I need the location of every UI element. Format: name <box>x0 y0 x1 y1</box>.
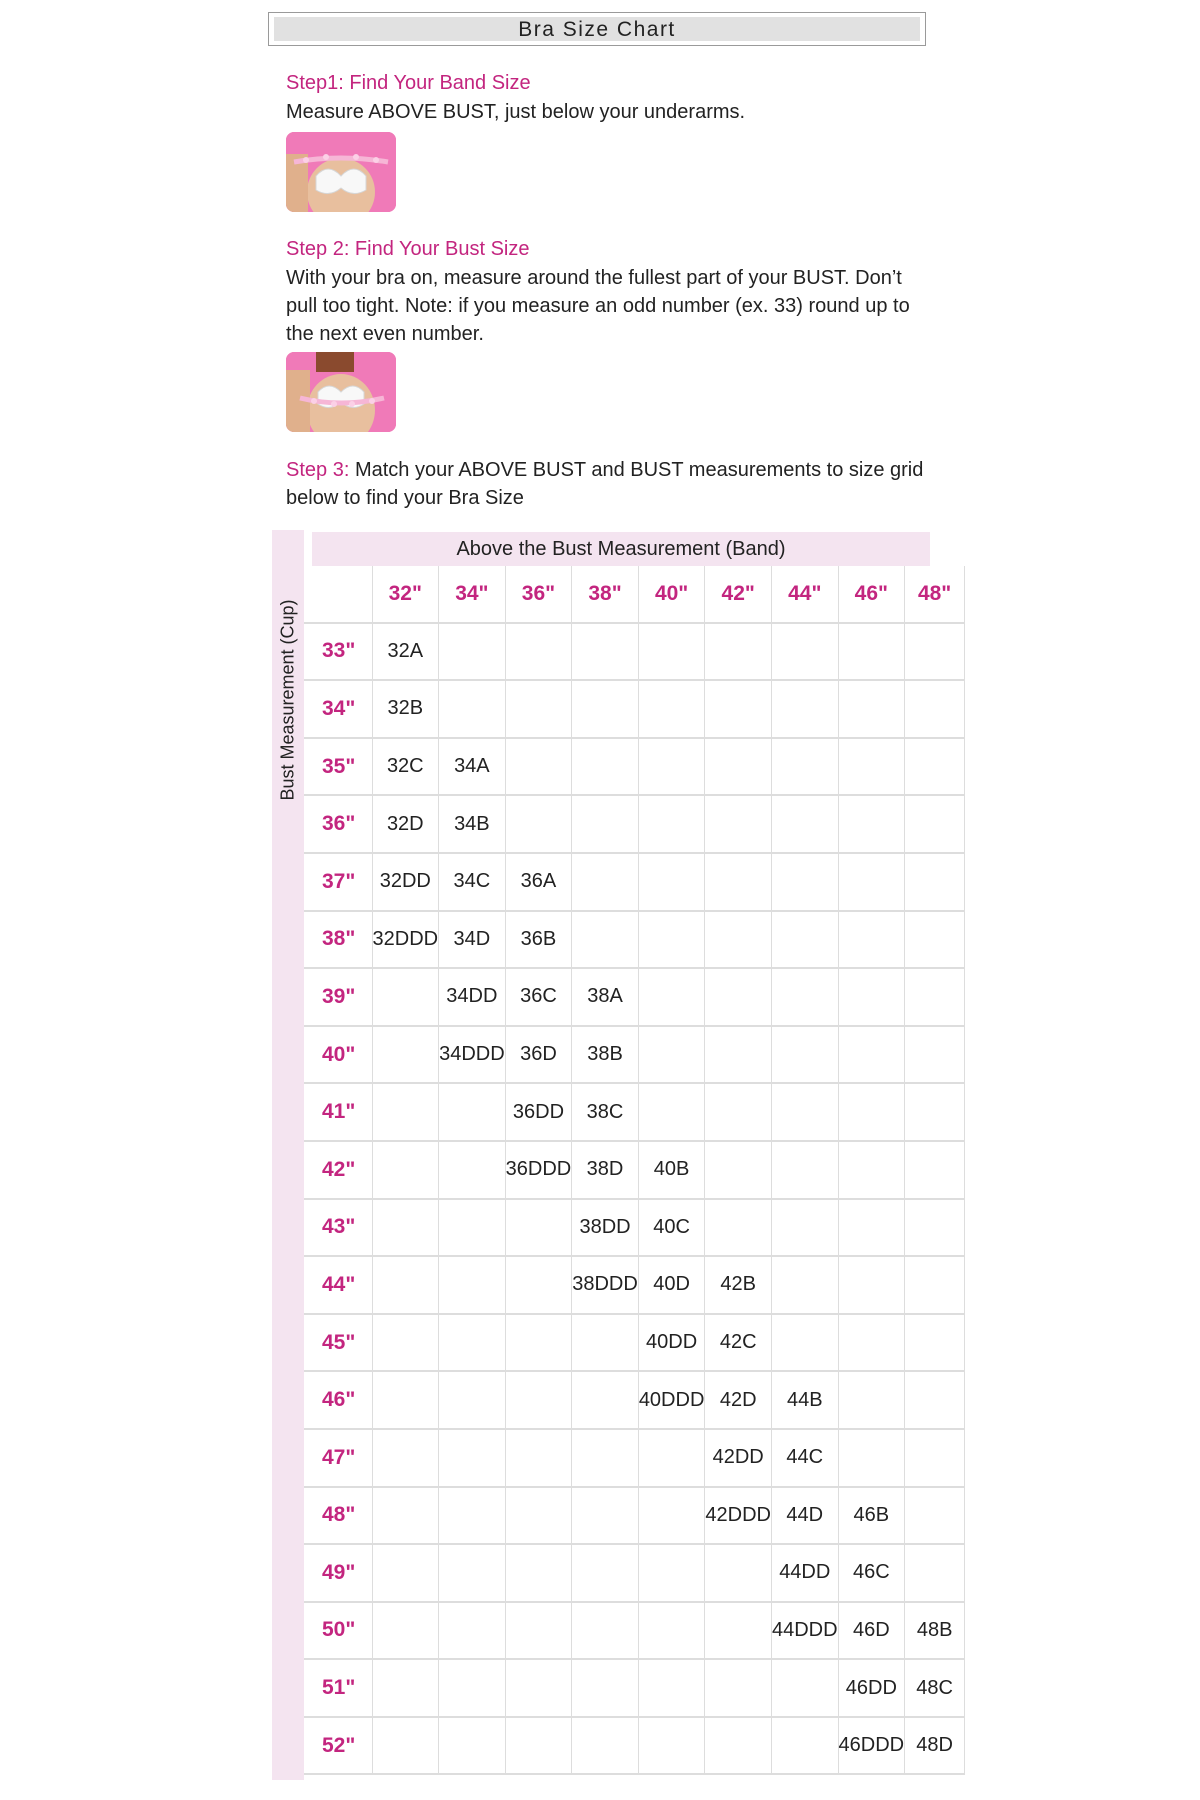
size-cell <box>905 911 965 969</box>
size-cell <box>572 623 639 681</box>
bust-measurement-label: 44" <box>304 1256 372 1314</box>
size-cell: 48C <box>905 1659 965 1717</box>
size-cell: 46B <box>838 1487 905 1545</box>
size-cell: 42DDD <box>705 1487 772 1545</box>
size-cell <box>505 1199 572 1257</box>
size-cell <box>838 1141 905 1199</box>
size-cell <box>372 1544 439 1602</box>
bust-measurement-label: 48" <box>304 1487 372 1545</box>
size-cell <box>905 738 965 796</box>
band-header: 32" <box>372 566 439 623</box>
size-cell: 46D <box>838 1602 905 1660</box>
size-cell <box>771 911 838 969</box>
size-cell: 36A <box>505 853 572 911</box>
size-cell <box>905 1083 965 1141</box>
size-cell <box>771 1256 838 1314</box>
size-cell <box>705 623 772 681</box>
size-cell <box>771 738 838 796</box>
size-cell: 38A <box>572 968 639 1026</box>
size-cell: 38DD <box>572 1199 639 1257</box>
size-cell <box>838 1314 905 1372</box>
size-cell <box>638 911 705 969</box>
size-cell: 42D <box>705 1371 772 1429</box>
step3-heading: Step 3: <box>286 459 350 481</box>
bust-measurement-label: 43" <box>304 1199 372 1257</box>
table-row <box>304 795 965 853</box>
size-cell <box>705 1544 772 1602</box>
size-cell <box>705 795 772 853</box>
size-cell: 46DD <box>838 1659 905 1717</box>
size-cell <box>372 1256 439 1314</box>
size-cell <box>572 1487 639 1545</box>
step1-heading: Step1: Find Your Band Size <box>286 72 531 94</box>
size-cell <box>905 968 965 1026</box>
size-cell: 34C <box>439 853 506 911</box>
size-cell <box>572 1371 639 1429</box>
step2-text: With your bra on, measure around the fullest part of your BUST. Don’t pull too tight. Note: if you measure an odd number (ex. 33) round up to the next even number. <box>286 267 910 345</box>
size-cell <box>638 680 705 738</box>
band-header-row <box>304 566 965 623</box>
table-row <box>304 1141 965 1199</box>
bust-measurement-label: 39" <box>304 968 372 1026</box>
size-cell: 34A <box>439 738 506 796</box>
size-cell <box>439 1659 506 1717</box>
size-cell: 42C <box>705 1314 772 1372</box>
size-cell <box>838 968 905 1026</box>
size-cell: 42B <box>705 1256 772 1314</box>
size-cell <box>638 1717 705 1775</box>
table-row <box>304 1314 965 1372</box>
bust-measurement-label: 34" <box>304 680 372 738</box>
size-cell <box>771 968 838 1026</box>
size-cell <box>905 623 965 681</box>
size-cell <box>771 1659 838 1717</box>
size-cell <box>572 738 639 796</box>
size-cell <box>372 1026 439 1084</box>
band-header: 44" <box>771 566 838 623</box>
size-cell <box>372 1314 439 1372</box>
step3-block <box>286 456 926 512</box>
size-cell <box>439 1371 506 1429</box>
size-cell: 44B <box>771 1371 838 1429</box>
size-cell <box>439 680 506 738</box>
size-cell <box>638 795 705 853</box>
size-cell <box>638 1487 705 1545</box>
size-cell: 46C <box>838 1544 905 1602</box>
size-cell <box>439 1256 506 1314</box>
size-cell <box>771 1141 838 1199</box>
bust-measurement-label: 46" <box>304 1371 372 1429</box>
size-cell <box>838 1429 905 1487</box>
size-cell: 38DDD <box>572 1256 639 1314</box>
size-cell: 36DD <box>505 1083 572 1141</box>
title-box <box>268 12 926 46</box>
size-cell <box>572 795 639 853</box>
size-cell <box>505 680 572 738</box>
size-cell: 38D <box>572 1141 639 1199</box>
size-cell <box>638 853 705 911</box>
size-cell <box>705 1083 772 1141</box>
bust-measurement-label: 38" <box>304 911 372 969</box>
size-cell <box>505 1429 572 1487</box>
band-header: 40" <box>638 566 705 623</box>
size-cell <box>838 1199 905 1257</box>
band-header: 38" <box>572 566 639 623</box>
table-row <box>304 738 965 796</box>
size-cell <box>705 911 772 969</box>
table-row <box>304 911 965 969</box>
size-cell <box>505 1659 572 1717</box>
size-cell: 34D <box>439 911 506 969</box>
table-row <box>304 1199 965 1257</box>
bust-measurement-label: 35" <box>304 738 372 796</box>
step2-photo <box>286 352 396 432</box>
band-header: 36" <box>505 566 572 623</box>
size-cell <box>505 795 572 853</box>
size-cell: 38B <box>572 1026 639 1084</box>
bust-measurement-label: 52" <box>304 1717 372 1775</box>
size-cell <box>439 1083 506 1141</box>
size-cell <box>905 1256 965 1314</box>
size-cell <box>705 1199 772 1257</box>
size-cell <box>638 1429 705 1487</box>
size-cell <box>905 1026 965 1084</box>
size-cell <box>705 680 772 738</box>
size-cell <box>572 680 639 738</box>
size-cell <box>505 1314 572 1372</box>
size-cell <box>638 1083 705 1141</box>
table-row <box>304 1602 965 1660</box>
size-cell <box>705 1026 772 1084</box>
size-cell <box>572 911 639 969</box>
table-row <box>304 1487 965 1545</box>
size-cell <box>439 1602 506 1660</box>
bust-measurement-label: 50" <box>304 1602 372 1660</box>
size-cell: 48D <box>905 1717 965 1775</box>
size-cell <box>372 1429 439 1487</box>
size-cell <box>705 1602 772 1660</box>
size-cell <box>372 1083 439 1141</box>
bust-measurement-label: 33" <box>304 623 372 681</box>
size-cell <box>771 1314 838 1372</box>
table-row <box>304 968 965 1026</box>
size-cell: 32A <box>372 623 439 681</box>
band-header: 46" <box>838 566 905 623</box>
size-cell: 44DDD <box>771 1602 838 1660</box>
size-cell <box>771 1717 838 1775</box>
size-cell <box>838 1026 905 1084</box>
band-header: 48" <box>905 566 965 623</box>
size-cell <box>905 1371 965 1429</box>
bust-measurement-label: 42" <box>304 1141 372 1199</box>
size-cell: 36B <box>505 911 572 969</box>
size-cell <box>838 1256 905 1314</box>
size-cell: 46DDD <box>838 1717 905 1775</box>
size-cell <box>705 853 772 911</box>
size-cell <box>705 1659 772 1717</box>
size-cell <box>838 1371 905 1429</box>
table-row <box>304 623 965 681</box>
size-cell <box>439 1544 506 1602</box>
size-cell: 44DD <box>771 1544 838 1602</box>
size-cell <box>905 1544 965 1602</box>
size-cell: 40DDD <box>638 1371 705 1429</box>
size-cell: 32DD <box>372 853 439 911</box>
size-cell <box>439 1141 506 1199</box>
size-cell <box>905 1314 965 1372</box>
size-cell: 44C <box>771 1429 838 1487</box>
size-cell <box>372 1487 439 1545</box>
size-cell: 36D <box>505 1026 572 1084</box>
size-cell <box>572 853 639 911</box>
size-cell <box>505 1602 572 1660</box>
size-cell <box>572 1314 639 1372</box>
table-row <box>304 680 965 738</box>
size-cell <box>439 1314 506 1372</box>
table-row <box>304 1429 965 1487</box>
bust-measurement-label: 51" <box>304 1659 372 1717</box>
size-cell <box>572 1544 639 1602</box>
size-cell <box>905 1429 965 1487</box>
size-cell <box>705 738 772 796</box>
size-cell <box>771 1026 838 1084</box>
size-cell <box>771 795 838 853</box>
table-row <box>304 1717 965 1775</box>
size-grid <box>304 566 965 1775</box>
size-cell <box>905 680 965 738</box>
size-cell <box>439 1487 506 1545</box>
size-cell <box>372 1141 439 1199</box>
step1-text: Measure ABOVE BUST, just below your underarms. <box>286 101 746 123</box>
size-cell <box>771 853 838 911</box>
size-cell <box>505 623 572 681</box>
size-cell <box>905 795 965 853</box>
table-row <box>304 1371 965 1429</box>
table-row <box>304 1544 965 1602</box>
size-cell <box>572 1659 639 1717</box>
size-cell <box>372 968 439 1026</box>
size-cell <box>505 1717 572 1775</box>
table-row <box>304 853 965 911</box>
size-cell: 36DDD <box>505 1141 572 1199</box>
size-cell <box>439 1429 506 1487</box>
size-cell <box>771 1083 838 1141</box>
size-cell <box>771 623 838 681</box>
size-cell: 40B <box>638 1141 705 1199</box>
size-cell: 32DDD <box>372 911 439 969</box>
band-header: 42" <box>705 566 772 623</box>
size-cell <box>905 1487 965 1545</box>
band-header: 34" <box>439 566 506 623</box>
woman-measuring-above-bust-image <box>286 132 396 212</box>
size-cell <box>705 1717 772 1775</box>
band-axis-label: Above the Bust Measurement (Band) <box>312 532 930 566</box>
size-cell <box>638 623 705 681</box>
size-cell: 32D <box>372 795 439 853</box>
size-cell <box>838 623 905 681</box>
size-cell <box>572 1429 639 1487</box>
size-cell: 40D <box>638 1256 705 1314</box>
size-cell <box>638 1602 705 1660</box>
size-cell <box>439 623 506 681</box>
step1-photo <box>286 132 396 212</box>
bust-measurement-label: 40" <box>304 1026 372 1084</box>
size-cell <box>838 795 905 853</box>
size-cell <box>905 1141 965 1199</box>
bust-measurement-label: 41" <box>304 1083 372 1141</box>
size-cell: 32B <box>372 680 439 738</box>
size-cell: 34B <box>439 795 506 853</box>
size-cell <box>505 1544 572 1602</box>
page-title: Bra Size Chart <box>274 17 920 41</box>
size-cell: 38C <box>572 1083 639 1141</box>
size-cell: 40DD <box>638 1314 705 1372</box>
size-cell <box>705 968 772 1026</box>
size-cell <box>372 1371 439 1429</box>
size-cell <box>439 1199 506 1257</box>
size-cell: 34DDD <box>439 1026 506 1084</box>
grid-corner <box>304 566 372 623</box>
size-grid-body <box>304 623 965 1775</box>
size-cell <box>505 1371 572 1429</box>
size-cell <box>838 738 905 796</box>
size-cell <box>372 1602 439 1660</box>
size-cell <box>572 1717 639 1775</box>
size-cell <box>372 1199 439 1257</box>
size-cell <box>838 680 905 738</box>
size-cell <box>838 911 905 969</box>
size-cell <box>372 1659 439 1717</box>
size-cell <box>372 1717 439 1775</box>
table-row <box>304 1256 965 1314</box>
size-cell <box>439 1717 506 1775</box>
woman-measuring-bust-image <box>286 352 396 432</box>
size-cell <box>638 968 705 1026</box>
size-cell <box>505 1487 572 1545</box>
size-cell: 42DD <box>705 1429 772 1487</box>
table-row <box>304 1659 965 1717</box>
cup-axis-label: Bust Measurement (Cup) <box>277 599 298 801</box>
step2-heading: Step 2: Find Your Bust Size <box>286 238 530 260</box>
bust-measurement-label: 47" <box>304 1429 372 1487</box>
size-cell <box>905 1199 965 1257</box>
size-cell: 34DD <box>439 968 506 1026</box>
size-cell <box>838 1083 905 1141</box>
size-cell: 44D <box>771 1487 838 1545</box>
size-cell <box>705 1141 772 1199</box>
size-cell: 48B <box>905 1602 965 1660</box>
size-cell: 40C <box>638 1199 705 1257</box>
size-cell <box>771 1199 838 1257</box>
table-row <box>304 1083 965 1141</box>
size-cell: 32C <box>372 738 439 796</box>
bust-measurement-label: 36" <box>304 795 372 853</box>
size-cell <box>505 1256 572 1314</box>
bust-measurement-label: 45" <box>304 1314 372 1372</box>
size-cell <box>905 853 965 911</box>
size-cell <box>771 680 838 738</box>
size-cell <box>638 1544 705 1602</box>
size-cell <box>572 1602 639 1660</box>
size-cell: 36C <box>505 968 572 1026</box>
step3-text: Match your ABOVE BUST and BUST measurements to size grid below to find your Bra Size <box>286 459 924 509</box>
size-cell <box>638 1026 705 1084</box>
size-cell <box>638 1659 705 1717</box>
bust-measurement-label: 37" <box>304 853 372 911</box>
size-cell <box>505 738 572 796</box>
table-row <box>304 1026 965 1084</box>
size-cell <box>838 853 905 911</box>
bust-measurement-label: 49" <box>304 1544 372 1602</box>
size-cell <box>638 738 705 796</box>
